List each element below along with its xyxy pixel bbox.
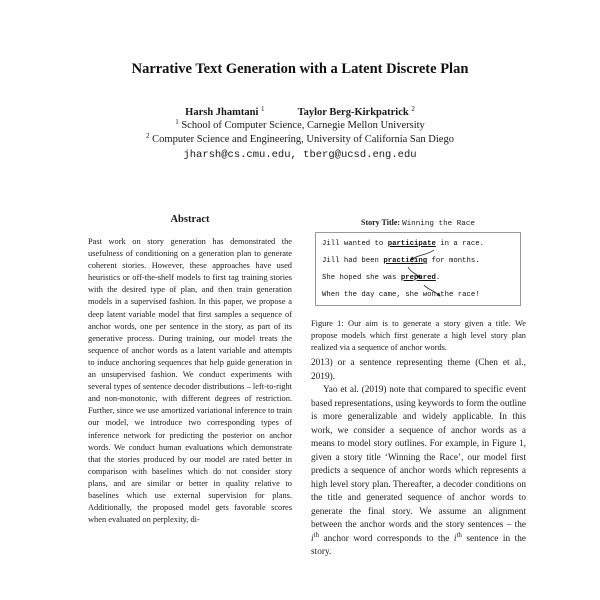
author-line [0,107,600,118]
story-sentence: Jill wanted to participate in a race. [322,240,485,248]
anchor-word: practicing [383,257,428,265]
affiliation-mark: 1 [175,118,179,126]
abstract-body: Past work on story generation has demonstrated the usefulness of conditioning on a generation plan to generate coherent stories. However, these approaches have used heuristics or off-the-shelf models to first tag training stories with the desired type of plan, and then train generation models in a supervised fashion. In this paper, we propose a deep latent variable model that first samples a sequence of anchor words, one per sentence in the story, as part of its generative process. During training, our model treats the sequence of anchor words as a latent variable and attempts to induce anchoring sequences that help guide generation in an unsupervised fashion. We conduct experiments with several types of sentence decoder distributions – left-to-right and non-monotonic, with different degrees of restriction. Further, since we use amortized variational inference to train our model, we introduce two corresponding types of inference network for predicting the posterior on anchor words. We conduct human evaluations which demonstrate that the stories produced by our model are rated better in comparison with baselines which do not consider story plans, and are similar or better in quality relative to baselines which use external supervision for plans. Additionally, the proposed model gets favorable scores when evaluated on perplexity, di- [88,237,292,525]
affiliation [0,134,600,145]
anchor-word: participate [387,240,436,248]
figure-story-title [313,218,523,228]
author-affiliation-mark: 2 [411,105,415,113]
story-title-label: Story Title: [361,218,401,227]
story-sentence: Jill had been practicing for months. [322,257,480,265]
figure-1 [313,218,523,306]
paragraph: 2013) or a sentence representing theme (Chen et al., 2019). [311,358,526,382]
story-box [315,232,521,306]
anchor-word: prepared [400,274,436,282]
affiliation [0,120,600,131]
affiliation-text: School of Computer Science, Carnegie Mellon University [181,120,425,131]
figure-caption: Figure 1: Our aim is to generate a story given a title. We propose models which first generate a high level story plan realized via a sequence of anchor words. [311,319,526,352]
affiliation-text: Computer Science and Engineering, University of California San Diego [152,134,454,145]
paper-title: Narrative Text Generation with a Latent Discrete Plan [131,61,469,77]
story-sentence: She hoped she was prepared. [322,274,441,282]
author-name: Harsh Jhamtani [185,107,259,118]
affiliation-mark: 2 [146,132,150,140]
paragraph: Yao et al. (2019) note that compared to specific event based representations, using keywords to form the outline is more generalizable and widely applicable. In this work, we consider a sequence of anchor words as a means to model story outlines. For example, in Figure 1, given a story title ‘Winning the Race’, our model first predicts a sequence of anchor words which represents a high level story plan. Thereafter, a decoder conditions on the title and generated sequence of anchor words to generate the final story. We assume an alignment between the anchor words and the story sentences – the $i^{th}$ anchor word corresponds to the $i^{th}$ sentence in the story. [311,385,526,557]
author-name: Taylor Berg-Kirkpatrick [297,107,409,118]
author-emails: jharsh@cs.cmu.edu, tberg@ucsd.eng.edu [183,149,417,161]
abstract-heading: Abstract [170,214,210,225]
story-sentence: When the day came, she won the race! [322,291,480,299]
author-affiliation-mark: 1 [261,105,265,113]
body-text [311,357,526,560]
story-title-value: Winning the Race [402,220,475,228]
